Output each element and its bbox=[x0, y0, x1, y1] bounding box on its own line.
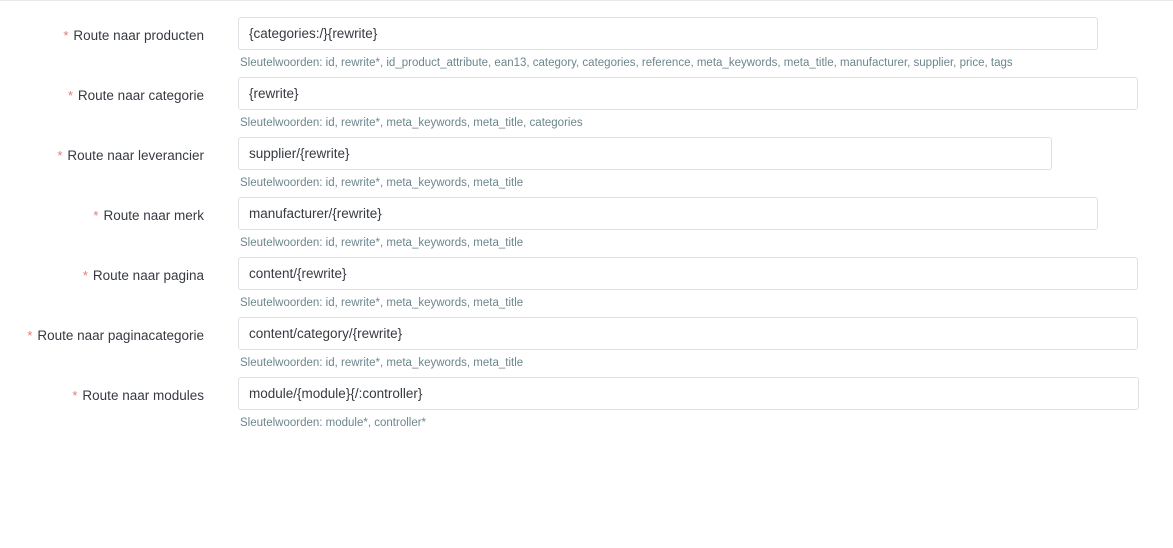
helper-route-category: Sleutelwoorden: id, rewrite*, meta_keywords, meta_title, categories bbox=[240, 116, 583, 129]
required-asterisk-icon: * bbox=[93, 207, 99, 223]
form-row-route-products bbox=[0, 17, 1173, 71]
form-row-route-modules bbox=[0, 377, 1173, 431]
label-text: Route naar leverancier bbox=[67, 147, 204, 163]
required-asterisk-icon: * bbox=[72, 387, 78, 403]
label-route-page-category bbox=[0, 317, 204, 343]
required-asterisk-icon: * bbox=[63, 28, 69, 43]
label-text: Route naar paginacategorie bbox=[37, 327, 204, 343]
label-route-page bbox=[0, 257, 204, 283]
form-row-route-supplier bbox=[0, 137, 1173, 191]
required-asterisk-icon: * bbox=[57, 147, 63, 163]
form-row-route-category bbox=[0, 77, 1173, 131]
input-route-page-category[interactable] bbox=[238, 317, 1138, 350]
input-route-products[interactable] bbox=[238, 17, 1098, 50]
input-route-manufacturer[interactable] bbox=[238, 197, 1098, 230]
label-text: Route naar pagina bbox=[92, 267, 204, 283]
required-asterisk-icon: * bbox=[82, 267, 88, 283]
helper-route-manufacturer: Sleutelwoorden: id, rewrite*, meta_keywords, meta_title bbox=[240, 236, 524, 249]
helper-route-page: Sleutelwoorden: id, rewrite*, meta_keywords, meta_title bbox=[240, 296, 524, 309]
helper-route-products: Sleutelwoorden: id, rewrite*, id_product_attribute, ean13, category, categories, reference, meta_keywords, meta_title, manufacturer, supplier, price, tags bbox=[240, 57, 1013, 69]
input-route-supplier[interactable] bbox=[238, 137, 1052, 170]
label-text: Route naar merk bbox=[103, 207, 204, 223]
field-wrapper-route-manufacturer bbox=[204, 197, 1173, 251]
field-wrapper-route-modules bbox=[204, 377, 1173, 431]
helper-route-supplier: Sleutelwoorden: id, rewrite*, meta_keywords, meta_title bbox=[240, 176, 524, 189]
field-wrapper-route-page-category bbox=[204, 317, 1173, 371]
input-route-category[interactable] bbox=[238, 77, 1138, 110]
required-asterisk-icon: * bbox=[27, 327, 33, 343]
seo-urls-routes-form bbox=[0, 1, 1173, 431]
field-wrapper-route-page bbox=[204, 257, 1173, 311]
form-row-route-page bbox=[0, 257, 1173, 311]
label-route-manufacturer bbox=[0, 197, 204, 223]
label-route-products bbox=[0, 17, 204, 43]
input-route-modules[interactable] bbox=[238, 377, 1139, 410]
field-wrapper-route-category bbox=[204, 77, 1173, 131]
field-wrapper-route-products bbox=[204, 17, 1173, 71]
required-asterisk-icon: * bbox=[67, 87, 73, 103]
label-route-modules bbox=[0, 377, 204, 403]
label-text: Route naar modules bbox=[82, 387, 204, 403]
label-route-supplier bbox=[0, 137, 204, 163]
field-wrapper-route-supplier bbox=[204, 137, 1173, 191]
form-row-route-page-category bbox=[0, 317, 1173, 371]
form-row-route-manufacturer bbox=[0, 197, 1173, 251]
helper-route-page-category: Sleutelwoorden: id, rewrite*, meta_keywords, meta_title bbox=[240, 356, 524, 369]
label-text: Route naar categorie bbox=[77, 87, 204, 103]
helper-route-modules: Sleutelwoorden: module*, controller* bbox=[240, 416, 427, 429]
label-route-category bbox=[0, 77, 204, 103]
label-text: Route naar producten bbox=[73, 28, 204, 43]
input-route-page[interactable] bbox=[238, 257, 1138, 290]
